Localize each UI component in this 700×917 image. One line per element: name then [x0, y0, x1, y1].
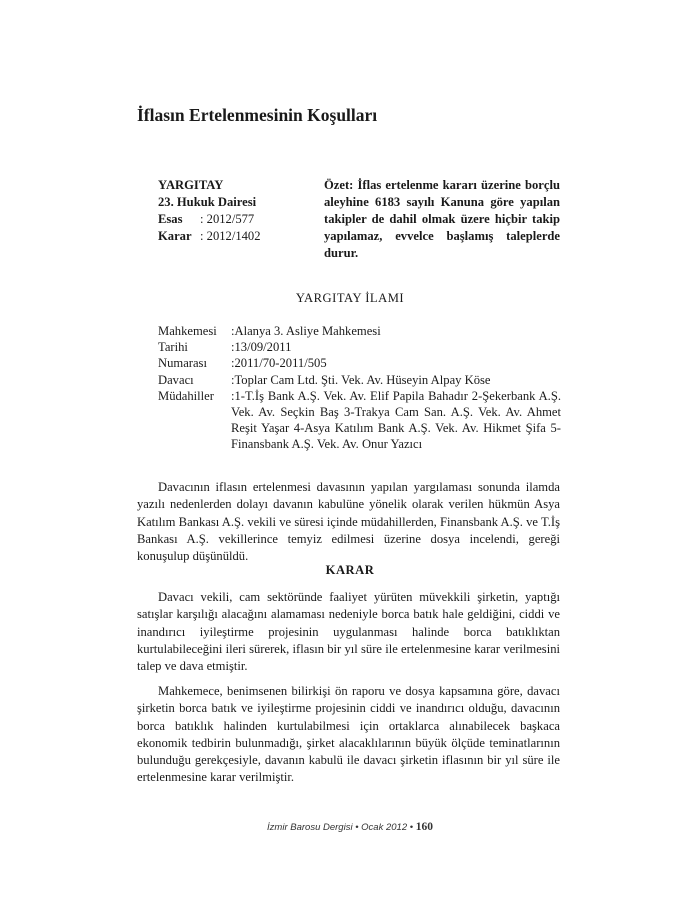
karar-value: : 2012/1402 [200, 229, 261, 243]
karar-label: Karar [158, 229, 192, 243]
detail-value: :2011/70-2011/505 [231, 356, 327, 371]
page-footer [0, 821, 700, 833]
case-summary: Özet: İflas ertelenme kararı üzerine borçlu aleyhine 6183 sayılı Kanuna göre yapılan takipler de dahil olmak üzere hiçbir takip yapılamaz, evvelce başlamış taleplerde durur. [324, 178, 560, 260]
karar-row [158, 228, 261, 245]
karar-heading: KARAR [325, 563, 375, 577]
page-number: 160 [415, 821, 433, 833]
detail-label: Mahkemesi [158, 324, 217, 338]
detail-value: :Toplar Cam Ltd. Şti. Vek. Av. Hüseyin Alpay Köse [231, 372, 491, 387]
esas-value: : 2012/577 [200, 212, 255, 226]
detail-row [158, 372, 561, 388]
intro-paragraph: Davacının iflasın ertelenmesi davasının yapılan yargılaması sonunda ilamda yazılı nedenlerden dolayı davanın kabulüne yönelik olarak verilen hükmün Asya Katılım Bankası A.Ş. vekili ve süresi içinde müdahillerden, Finansbank A.Ş. ve T.İş Bankası A.Ş. vekillerince temyiz edilmesi üzerine dosya incelendi, gereği konuşulup düşünüldü. [137, 480, 560, 564]
detail-row [158, 339, 561, 355]
detail-value: :13/09/2011 [231, 340, 292, 355]
case-details [158, 323, 561, 453]
detail-row [158, 388, 561, 453]
body-paragraph-2: Mahkemece, benimsenen bilirkişi ön raporu ve dosya kapsamına göre, davacı şirketin borca batık ve iyileştirme projesinin ciddi ve inandırıcı olduğu, davacının borca batıklık halinden kurtulabilmesi için ortaklarca alınabilecek başkaca ekonomik tedbirin bulunmadığı, şirket alacaklılarının büyük ölçüde teminatlarının bulunduğu gerekçesiyle, davanın kabulü ile davacı şirketin iflasının bir yıl süre ile ertelenmesine karar verilmiştir. [137, 684, 560, 785]
esas-label: Esas [158, 212, 183, 226]
detail-value: :1-T.İş Bank A.Ş. Vek. Av. Elif Papila Bahadır 2-Şekerbank A.Ş. Vek. Av. Seçkin Baş 3-Trakya Cam San. A.Ş. Vek. Av. Ahmet Reşit Yaşar 4-Asya Katılım Bank A.Ş. Vek. Av. Hikmet Şifa 5-Finansbank A.Ş. Vek. Av. Onur Yazıcı [231, 388, 561, 452]
detail-row [158, 323, 561, 339]
body-paragraph-1: Davacı vekili, cam sektöründe faaliyet yürüten müvekkili şirketin, yaptığı satışlar karşılığı alacağını alamaması nedeniyle borca batık hale geldiğini, ciddi ve inandırıcı iyileştirme projesinin uygulanması halinde borca batıklıktan kurtulabileceğini ileri sürerek, iflasın bir yıl süre ile ertelenmesine karar verilmesini talep ve dava etmiştir. [137, 590, 560, 674]
detail-row [158, 355, 561, 371]
esas-row [158, 211, 261, 228]
detail-label: Numarası [158, 356, 207, 371]
journal-name: İzmir Barosu Dergisi • Ocak 2012 • [267, 822, 414, 833]
detail-label: Tarihi [158, 340, 188, 355]
detail-value: :Alanya 3. Asliye Mahkemesi [231, 324, 381, 338]
court-name: YARGITAY [158, 178, 224, 192]
court-info [158, 177, 261, 245]
ilam-heading: YARGITAY İLAMI [295, 291, 405, 305]
detail-label: Müdahiller [158, 388, 214, 403]
court-chamber: 23. Hukuk Dairesi [158, 195, 257, 209]
article-title: İflasın Ertelenmesinin Koşulları [137, 105, 378, 125]
detail-label: Davacı [158, 372, 194, 387]
